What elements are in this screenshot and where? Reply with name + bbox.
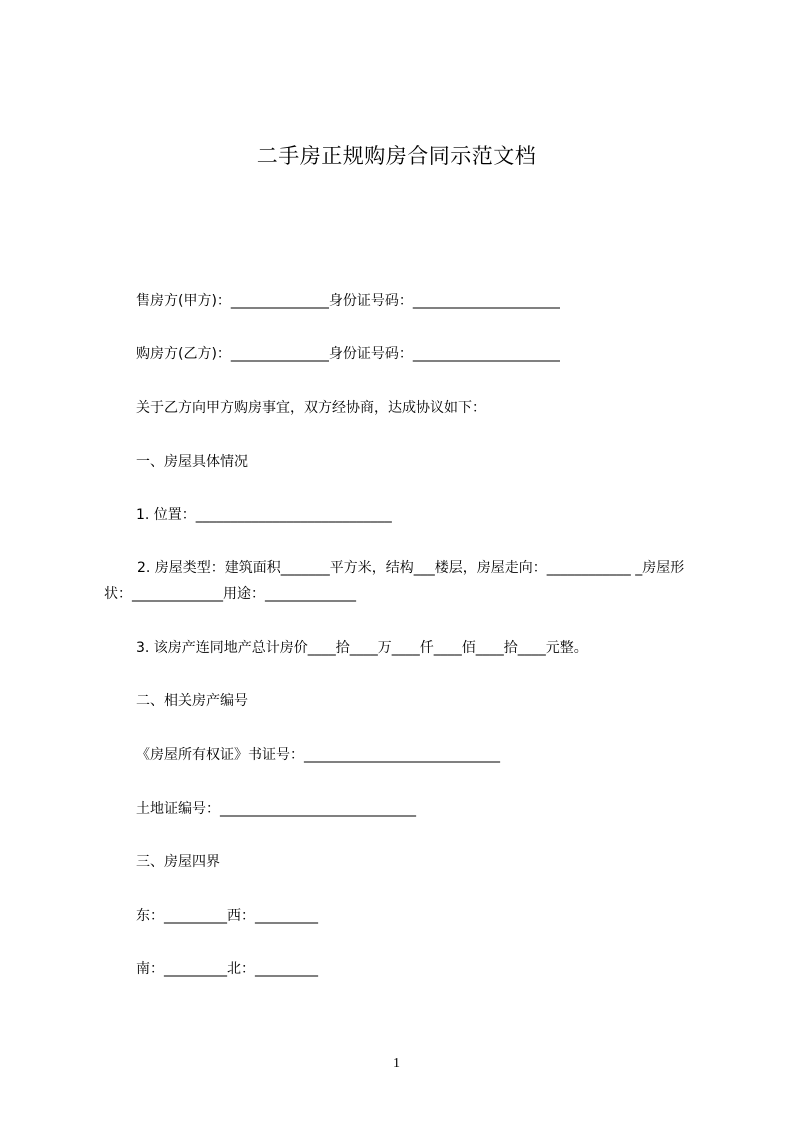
south-north-boundary-line: 南：_________北：_________ <box>136 961 318 977</box>
price-line: 3. 该房产连同地产总计房价____拾____万____仟____佰____拾____元整。 <box>136 640 588 656</box>
buyer-line: 购房方(乙方)：______________身份证号码：_____________________ <box>136 346 560 362</box>
section-heading-property-numbers: 二、相关房产编号 <box>136 693 248 709</box>
location-line: 1. 位置：____________________________ <box>136 507 392 523</box>
section-heading-boundaries: 三、房屋四界 <box>136 854 220 870</box>
section-heading-property-details: 一、房屋具体情况 <box>136 454 248 470</box>
property-type-line: 2. 房屋类型：建筑面积_______平方米，结构___楼层，房屋走向：____________ _房屋形状：_____________用途：_____________ <box>104 560 685 602</box>
east-west-boundary-line: 东：_________西：_________ <box>136 908 318 924</box>
document-title: 二手房正规购房合同示范文档 <box>256 144 537 168</box>
seller-line: 售房方(甲方)：______________身份证号码：_____________________ <box>136 293 560 309</box>
page-number: 1 <box>393 1056 400 1071</box>
agreement-intro: 关于乙方向甲方购房事宜，双方经协商，达成协议如下： <box>136 400 486 416</box>
ownership-certificate-line: 《房屋所有权证》书证号：____________________________ <box>136 747 500 763</box>
land-certificate-line: 土地证编号：____________________________ <box>136 801 416 817</box>
